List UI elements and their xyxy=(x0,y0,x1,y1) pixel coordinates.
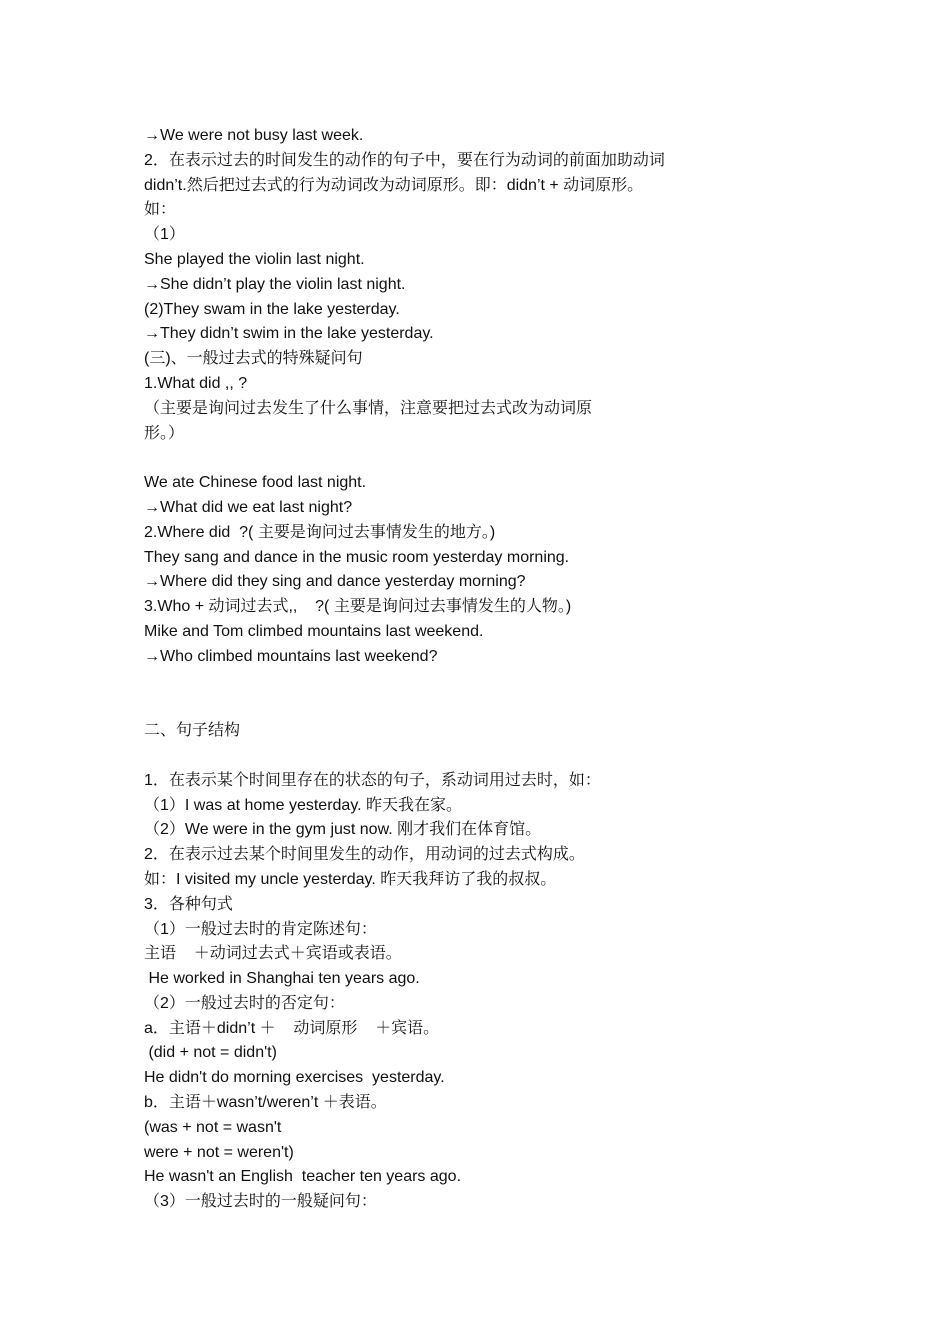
text-line: 主语 ＋动词过去式＋宾语或表语。 xyxy=(144,945,402,963)
text-line: 2．在表示过去某个时间里发生的动作，用动词的过去式构成。 xyxy=(144,846,585,864)
section-heading: 二、句子结构 xyxy=(144,722,241,740)
text-line: （2）一般过去时的否定句： xyxy=(144,994,345,1012)
blank-line xyxy=(144,670,824,720)
blank-line xyxy=(144,446,824,471)
text-line: （2）We were in the gym just now. 刚才我们在体育馆。 xyxy=(144,821,542,839)
text-line: didn’t.然后把过去式的行为动词改为动词原形。即：didn’t + 动词原形。 xyxy=(144,176,644,194)
section-heading: (三)、一般过去式的特殊疑问句 xyxy=(144,350,363,368)
text-line: （1） xyxy=(144,226,185,244)
blank-line xyxy=(144,744,824,769)
text-line: were + not = weren't) xyxy=(144,1143,294,1161)
text-line: a．主语＋didn’t ＋ 动词原形 ＋宾语。 xyxy=(144,1019,440,1037)
text-line: 1．在表示某个时间里存在的状态的句子，系动词用过去时，如： xyxy=(144,771,601,789)
text-line: They sang and dance in the music room yesterday morning. xyxy=(144,548,570,566)
text-line: →Where did they sing and dance yesterday morning? xyxy=(144,573,526,591)
text-line: →What did we eat last night? xyxy=(144,498,353,516)
text-line: (was + not = wasn't xyxy=(144,1118,282,1136)
text-line: （1）I was at home yesterday. 昨天我在家。 xyxy=(144,796,463,814)
text-line: (2)They swam in the lake yesterday. xyxy=(144,300,400,318)
text-line: （主要是询问过去发生了什么事情，注意要把过去式改为动词原 xyxy=(144,399,593,417)
text-line: We ate Chinese food last night. xyxy=(144,474,367,492)
text-line: b．主语＋wasn’t/weren’t ＋表语。 xyxy=(144,1094,387,1112)
text-line: (did + not = didn't) xyxy=(144,1044,277,1062)
text-line: 如： xyxy=(144,201,177,219)
text-line: He worked in Shanghai ten years ago. xyxy=(144,970,420,988)
document-body xyxy=(144,124,824,1215)
text-line: →We were not busy last week. xyxy=(144,127,364,144)
text-line: 如：I visited my uncle yesterday. 昨天我拜访了我的叔叔。 xyxy=(144,870,557,888)
text-line: （1）一般过去时的肯定陈述句： xyxy=(144,920,377,938)
text-line: 1.What did ,, ? xyxy=(144,374,248,392)
text-line: She played the violin last night. xyxy=(144,250,365,268)
text-line: 2.Where did ?( 主要是询问过去事情发生的地方。) xyxy=(144,523,496,541)
text-line: →She didn’t play the violin last night. xyxy=(144,275,406,293)
text-line: Mike and Tom climbed mountains last weekend. xyxy=(144,622,484,640)
text-line: （3）一般过去时的一般疑问句： xyxy=(144,1193,377,1211)
text-line: →They didn’t swim in the lake yesterday. xyxy=(144,325,434,343)
text-line: →Who climbed mountains last weekend? xyxy=(144,647,438,665)
text-line: He wasn't an English teacher ten years ago. xyxy=(144,1168,462,1186)
text-line: 3．各种句式 xyxy=(144,895,233,913)
text-line: 3.Who + 动词过去式,, ?( 主要是询问过去事情发生的人物。) xyxy=(144,598,572,616)
text-line: 2．在表示过去的时间发生的动作的句子中，要在行为动词的前面加助动词 xyxy=(144,151,665,169)
text-line: He didn't do morning exercises yesterday. xyxy=(144,1069,445,1087)
text-line: 形。） xyxy=(144,424,185,442)
